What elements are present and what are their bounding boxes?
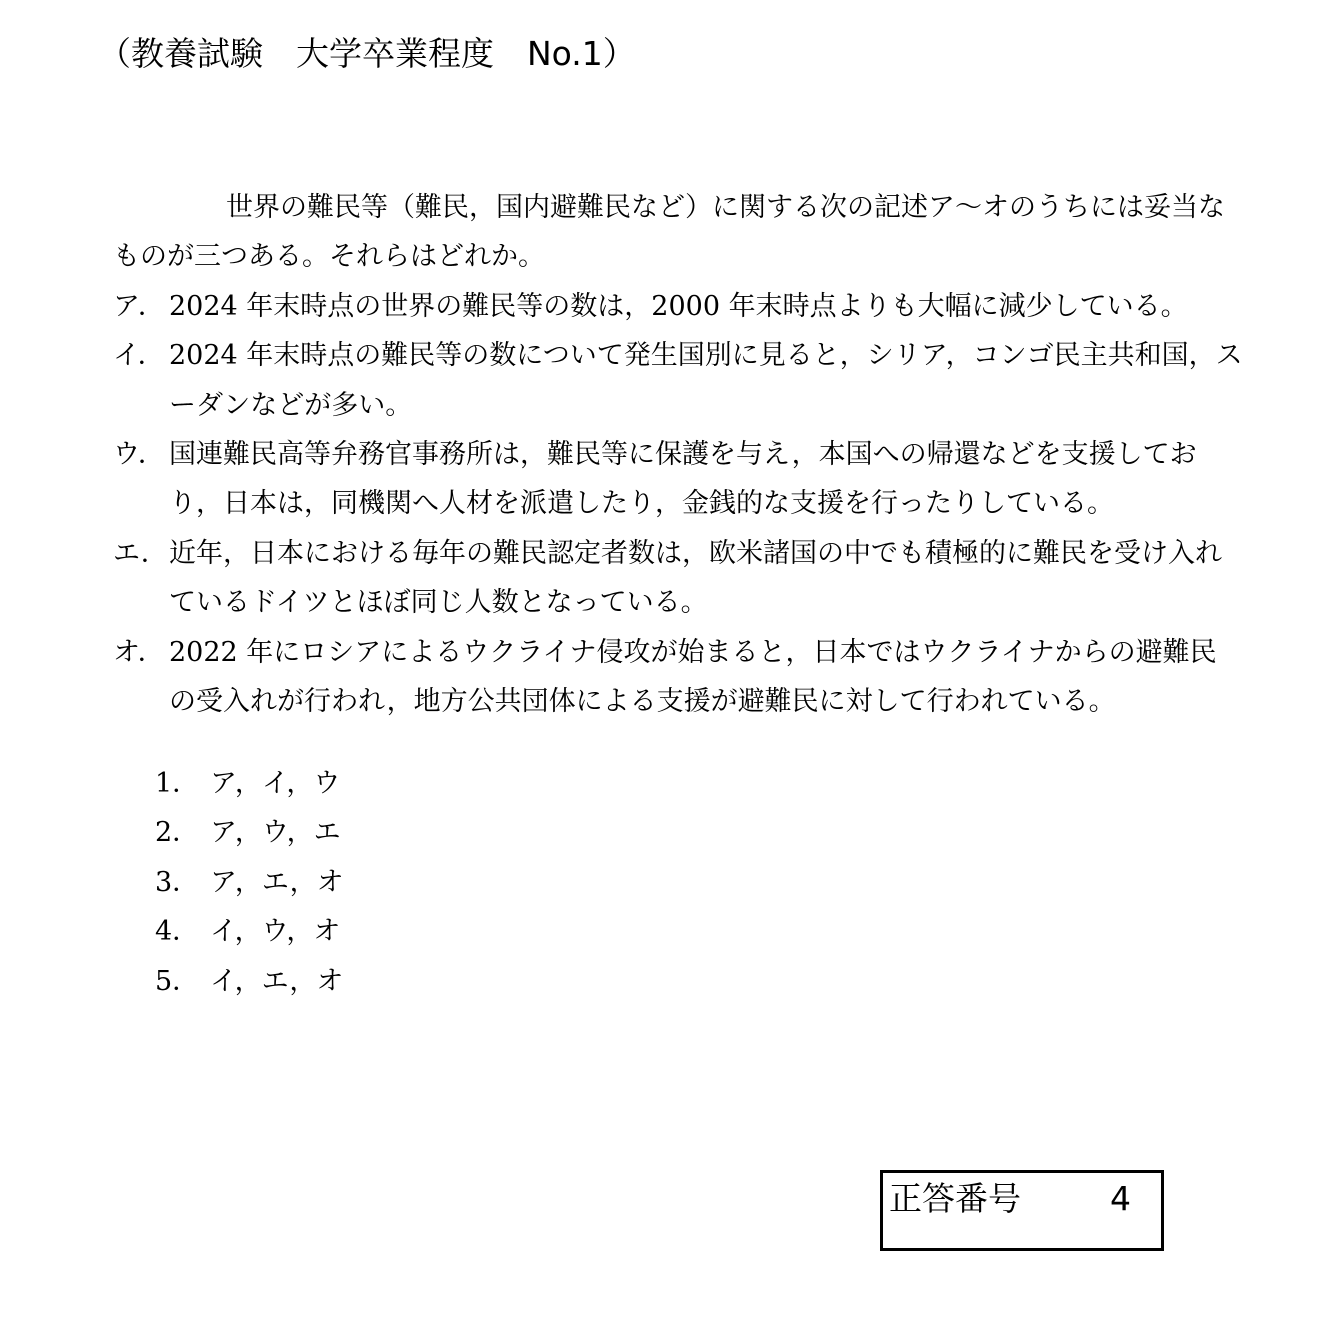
statement-label: エ．	[113, 537, 168, 569]
choice-text: イ，エ，オ	[210, 965, 344, 997]
statement-text: 国連難民高等弁務官事務所は，難民等に保護を与え，本国への帰還などを支援しており，日本は，同機関へ人材を派遣したり，金銭的な支援を行ったりしている。	[169, 439, 1197, 520]
statement-label: オ．	[113, 636, 165, 668]
statement-text: 近年，日本における毎年の難民認定者数は，欧米諸国の中でも積極的に難民を受け入れているドイツとほぼ同じ人数となっている。	[169, 537, 1222, 619]
choice-1	[155, 759, 344, 808]
exam-header: （教養試験 大学卒業程度 No.1）	[98, 34, 636, 73]
statement-label: ア．	[113, 290, 165, 322]
choice-3	[155, 858, 344, 907]
statement-u	[113, 430, 1243, 529]
question-intro: 世界の難民等（難民，国内避難民など）に関する次の記述ア～オのうちには妥当なものが三つある。それらはどれか。	[113, 192, 1225, 273]
correct-answer-value: 4	[1110, 1179, 1131, 1218]
correct-answer-label: 正答番号	[889, 1179, 1021, 1218]
choice-4	[155, 907, 344, 956]
statement-e	[113, 529, 1243, 628]
choice-number: 3．	[155, 866, 200, 898]
statement-o	[113, 628, 1243, 727]
statement-text: 2022 年にロシアによるウクライナ侵攻が始まると，日本ではウクライナからの避難民の受入れが行われ，地方公共団体による支援が避難民に対して行われている。	[169, 636, 1217, 718]
statement-text: 2024 年末時点の難民等の数について発生国別に見ると，シリア，コンゴ民主共和国，スーダンなどが多い。	[169, 340, 1243, 421]
answer-choices	[155, 759, 344, 1006]
choice-text: ア，イ，ウ	[210, 768, 341, 799]
choice-number: 1．	[155, 768, 200, 799]
correct-answer-box	[880, 1170, 1164, 1251]
statement-i	[113, 331, 1243, 430]
choice-number: 5．	[155, 965, 200, 997]
choice-text: ア，エ，オ	[210, 866, 344, 898]
statement-a	[113, 282, 1243, 331]
statement-text: 2024 年末時点の世界の難民等の数は，2000 年末時点よりも大幅に減少している。	[169, 290, 1188, 322]
statement-label: ウ．	[113, 439, 165, 471]
choice-text: イ，ウ，オ	[210, 916, 341, 948]
choice-5	[155, 957, 344, 1006]
choice-text: ア，ウ，エ	[210, 817, 341, 849]
question-body	[113, 183, 1243, 726]
choice-2	[155, 808, 344, 857]
choice-number: 4．	[155, 916, 200, 948]
choice-number: 2．	[155, 817, 200, 849]
statement-label: イ．	[113, 340, 165, 372]
